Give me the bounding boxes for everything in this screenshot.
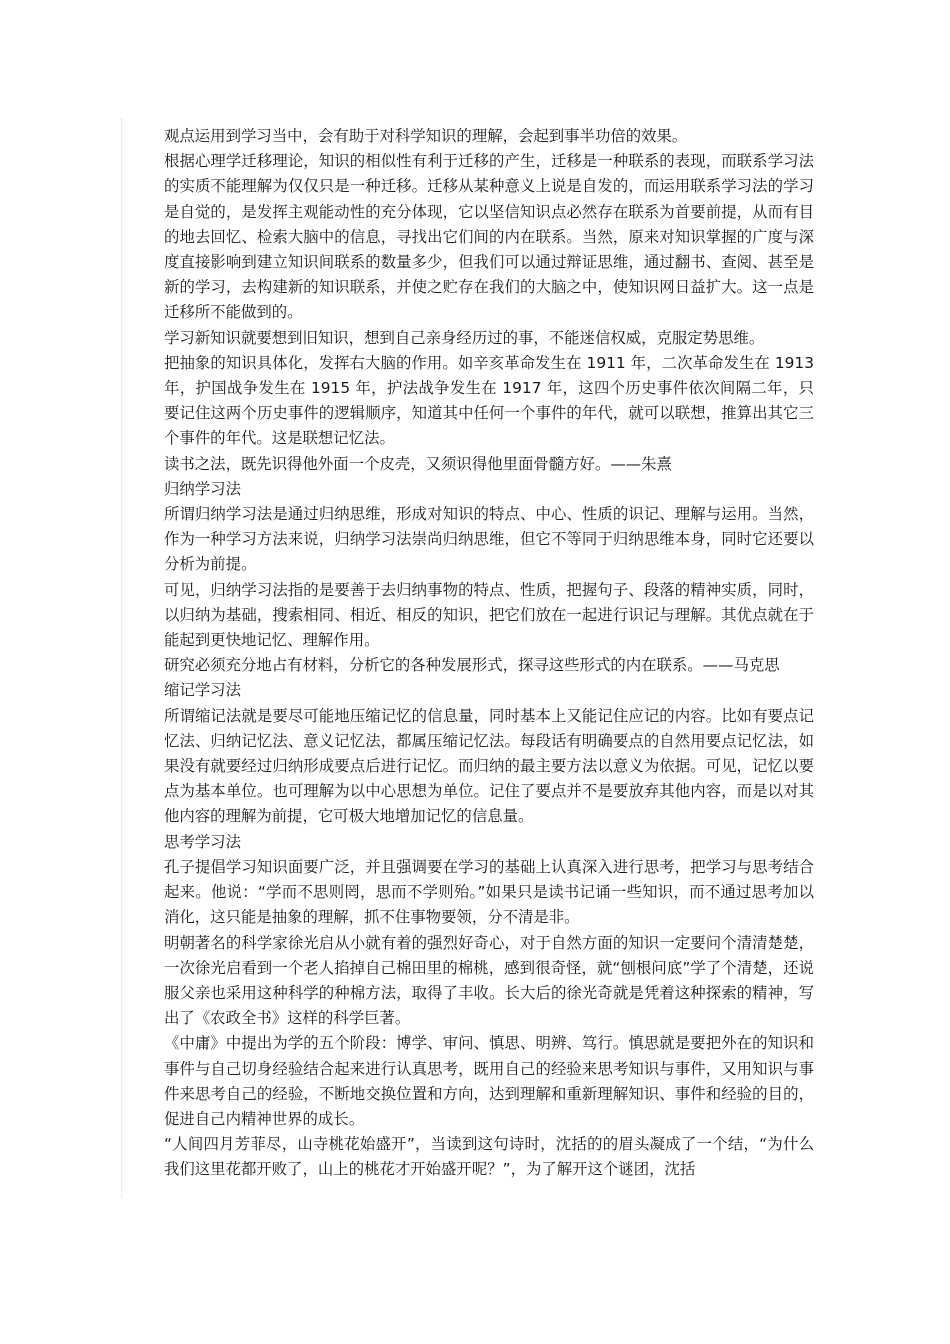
document-body: [164, 124, 814, 1183]
paragraph: “人间四月芳菲尽，山寺桃花始盛开”，当读到这句诗时，沈括的的眉头凝成了一个结，“为什么我们这里花都开败了，山上的桃花才开始盛开呢？”，为了解开这个谜团，沈括: [164, 1135, 814, 1179]
quote-marx: 研究必须充分地占有材料，分析它的各种发展形式，探寻这些形式的内在联系。——马克思: [164, 656, 780, 675]
paragraph: 所谓缩记法就是要尽可能地压缩记忆的信息量，同时基本上又能记住应记的内容。比如有要点记忆法、归纳记忆法、意义记忆法，都属压缩记忆法。每段话有明确要点的自然用要点记忆法，如果没有就要经过归纳形成要点后进行记忆。而归纳的最主要方法以意义为依据。可见，记忆以要点为基本单位。也可理解为以中心思想为单位。记住了要点并不是要放弃其他内容，而是以对其他内容的理解为前提，它可极大地增加记忆的信息量。: [164, 706, 814, 826]
paragraph: 可见，归纳学习法指的是要善于去归纳事物的特点、性质，把握句子、段落的精神实质，同时，以归纳为基础，搜索相同、相近、相反的知识，把它们放在一起进行识记与理解。其优点就在于能起到更快地记忆、理解作用。: [164, 580, 814, 650]
section-heading-condensed-memory: 缩记学习法: [164, 681, 241, 700]
paragraph: 孔子提倡学习知识面要广泛，并且强调要在学习的基础上认真深入进行思考，把学习与思考结合起来。他说：“学而不思则罔，思而不学则殆。”如果只是读书记诵一些知识，而不通过思考加以消化，这只能是抽象的理解，抓不住事物要领，分不清是非。: [164, 857, 814, 927]
paragraph: 观点运用到学习当中，会有助于对科学知识的理解，会起到事半功倍的效果。: [164, 127, 688, 145]
paragraph: 所谓归纳学习法是通过归纳思维，形成对知识的特点、中心、性质的识记、理解与运用。当然，作为一种学习方法来说，归纳学习法崇尚归纳思维，但它不等同于归纳思维本身，同时它还要以分析为前提。: [164, 505, 814, 574]
section-heading-induction: 归纳学习法: [164, 479, 241, 498]
section-heading-thinking: 思考学习法: [164, 832, 241, 851]
margin-rule: [121, 118, 122, 1198]
paragraph: 把抽象的知识具体化，发挥右大脑的作用。如辛亥革命发生在 1911 年，二次革命发生在 1913 年，护国战争发生在 1915 年，护法战争发生在 1917 年，这四个历史事件依次间隔二年，只要记住这两个历史事件的逻辑顺序，知道其中任何一个事件的年代，就可以联想，推算出其它三个事件的年代。这是联想记忆法。: [164, 353, 814, 448]
paragraph: 学习新知识就要想到旧知识，想到自己亲身经历过的事，不能迷信权威，克服定势思维。: [164, 328, 765, 347]
paragraph: 《中庸》中提出为学的五个阶段：博学、审问、慎思、明辨、笃行。慎思就是要把外在的知识和事件与自己切身经验结合起来进行认真思考，既用自己的经验来思考知识与事件，又用知识与事件来思考自己的经验，不断地交换位置和方向，达到理解和重新理解知识、事件和经验的目的，促进自己内精神世界的成长。: [164, 1034, 814, 1128]
quote-zhu-xi: 读书之法，既先识得他外面一个皮壳，又须识得他里面骨髓方好。——朱熹: [164, 454, 672, 473]
paragraph: 明朝著名的科学家徐光启从小就有着的强烈好奇心，对于自然方面的知识一定要问个清清楚楚，一次徐光启看到一个老人掐掉自己棉田里的棉桃，感到很奇怪，就“刨根问底”学了个清楚，还说服父亲也采用这种科学的种棉方法，取得了丰收。长大后的徐光奇就是凭着这种探索的精神，写出了《农政全书》这样的科学巨著。: [164, 933, 814, 1028]
paragraph: 根据心理学迁移理论，知识的相似性有利于迁移的产生，迁移是一种联系的表现，而联系学习法的实质不能理解为仅仅只是一种迁移。迁移从某种意义上说是自发的，而运用联系学习法的学习是自觉的，是发挥主观能动性的充分体现，它以坚信知识点必然存在联系为首要前提，从而有目的地去回忆、检索大脑中的信息，寻找出它们间的内在联系。当然，原来对知识掌握的广度与深度直接影响到建立知识间联系的数量多少，但我们可以通过辩证思维，通过翻书、查阅、甚至是新的学习，去构建新的知识联系，并使之贮存在我们的大脑之中，使知识网日益扩大。这一点是迁移所不能做到的。: [164, 152, 814, 322]
